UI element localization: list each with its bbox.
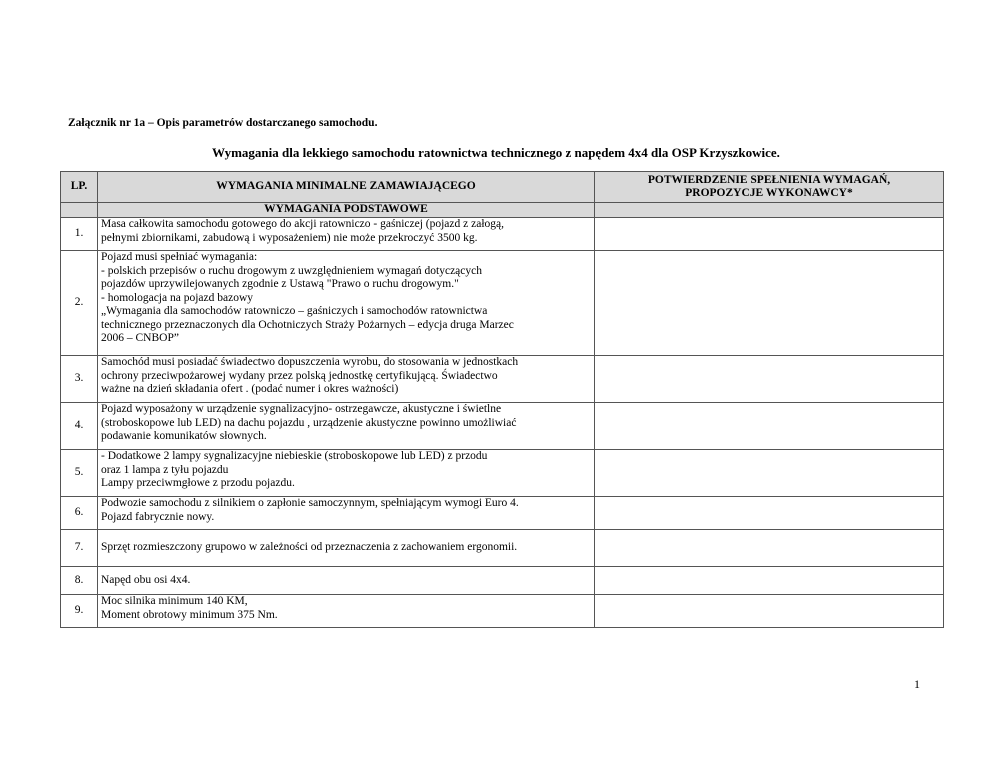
column-header-requirements: WYMAGANIA MINIMALNE ZAMAWIAJĄCEGO [98,172,595,203]
requirement-text [98,497,595,530]
requirement-text [98,403,595,450]
column-header-confirmation [595,172,944,203]
confirmation-cell[interactable] [595,251,944,356]
section-lp-cell [61,203,98,218]
requirement-line: (stroboskopowe lub LED) na dachu pojazdu , urządzenie akustyczne powinno umożliwiać [101,416,517,429]
requirement-line: ważne na dzień składania ofert . (podać numer i okres ważności) [101,383,399,395]
row-number: 8. [61,567,98,595]
requirement-line: 2006 – CNBOP” [101,332,179,344]
requirement-line: Pojazd fabrycznie nowy. [101,510,215,523]
confirmation-cell[interactable] [595,567,944,595]
confirmation-cell[interactable] [595,218,944,251]
requirement-line: ochrony przeciwpożarowej wydany przez polską jednostkę certyfikującą. Świadectwo [101,369,498,382]
requirement-line: oraz 1 lampa z tyłu pojazdu [101,463,229,476]
row-number: 1. [61,218,98,251]
column-header-confirmation-line: PROPOZYCJE WYKONAWCY* [685,187,853,199]
requirement-line: Masa całkowita samochodu gotowego do akcji ratowniczo - gaśniczej (pojazd z załogą, [101,218,504,230]
table-row [61,497,944,530]
requirement-line: pełnymi zbiornikami, zabudową i wyposażeniem) nie może przekroczyć 3500 kg. [101,231,478,244]
row-number: 7. [61,530,98,567]
row-number: 9. [61,595,98,628]
requirement-text [98,450,595,497]
row-number: 4. [61,403,98,450]
table-row [61,530,944,567]
table-body [61,218,944,628]
table-row [61,567,944,595]
column-header-confirmation-line: POTWIERDZENIE SPEŁNIENIA WYMAGAŃ, [647,173,891,186]
section-row [61,203,944,218]
confirmation-cell[interactable] [595,403,944,450]
row-number: 3. [61,356,98,403]
requirement-text [98,356,595,403]
confirmation-cell[interactable] [595,450,944,497]
table-row [61,595,944,628]
table-row [61,450,944,497]
requirement-line: Pojazd musi spełniać wymagania: [101,251,258,263]
page-number: 1 [914,677,920,691]
requirement-text [98,595,595,628]
table-row [61,403,944,450]
requirement-text [98,251,595,356]
requirement-text [98,530,595,567]
document-title: Wymagania dla lekkiego samochodu ratownictwa technicznego z napędem 4x4 dla OSP Krzyszkowice. [212,145,780,160]
requirement-line: Podwozie samochodu z silnikiem o zapłonie samoczynnym, spełniającym wymogi Euro 4. [101,497,519,509]
requirement-line: Pojazd wyposażony w urządzenie sygnalizacyjno- ostrzegawcze, akustyczne i świetlne [101,403,502,415]
confirmation-cell[interactable] [595,595,944,628]
requirement-line: technicznego przeznaczonych dla Ochotniczych Straży Pożarnych – edycja druga Marzec [101,318,514,331]
table-row [61,356,944,403]
column-header-lp: LP. [61,172,98,203]
requirement-line: - homologacja na pojazd bazowy [101,291,253,304]
requirement-text [98,218,595,251]
requirement-line: Sprzęt rozmieszczony grupowo w zależności od przeznaczenia z zachowaniem ergonomii. [101,541,518,554]
requirement-line: Samochód musi posiadać świadectwo dopuszczenia wyrobu, do stosowania w jednostkach [101,356,519,368]
table-row [61,251,944,356]
confirmation-cell[interactable] [595,497,944,530]
requirements-table [60,171,944,628]
requirement-line: pojazdów uprzywilejowanych zgodnie z Ustawą "Prawo o ruchu drogowym." [101,278,459,290]
requirement-line: Napęd obu osi 4x4. [101,573,191,586]
attachment-label: Załącznik nr 1a – Opis parametrów dostarczanego samochodu. [68,117,378,129]
requirement-line: podawanie komunikatów słownych. [101,430,267,442]
row-number: 2. [61,251,98,356]
row-number: 6. [61,497,98,530]
section-confirmation-cell [595,203,944,218]
requirement-line: Lampy przeciwmgłowe z przodu pojazdu. [101,477,295,489]
requirement-line: - Dodatkowe 2 lampy sygnalizacyjne niebieskie (stroboskopowe lub LED) z przodu [101,450,488,462]
section-label: WYMAGANIA PODSTAWOWE [98,203,595,218]
confirmation-cell[interactable] [595,530,944,567]
requirement-line: „Wymagania dla samochodów ratowniczo – gaśniczych i samochodów ratownictwa [101,305,488,317]
requirement-text [98,567,595,595]
requirement-line: Moc silnika minimum 140 KM, [101,595,248,607]
confirmation-cell[interactable] [595,356,944,403]
table-row [61,218,944,251]
table-header-row [61,172,944,203]
requirement-line: - polskich przepisów o ruchu drogowym z uwzględnieniem wymagań dotyczących [101,264,482,277]
row-number: 5. [61,450,98,497]
requirement-line: Moment obrotowy minimum 375 Nm. [101,608,278,621]
